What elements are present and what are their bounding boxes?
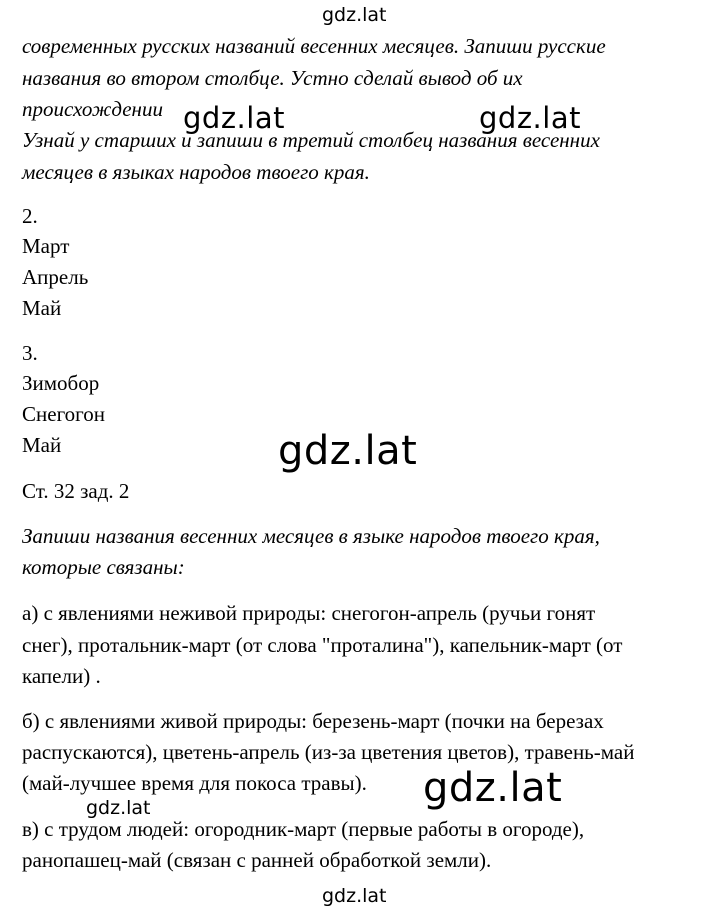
task-line: Запиши названия весенних месяцев в языке народов твоего края, [22,524,600,548]
watermark: gdz.lat [423,765,563,811]
watermark: gdz.lat [183,101,285,135]
answer-b-line: распускаются), цветень-апрель (из-за цветения цветов), травень-май [22,740,635,764]
intro-line: Узнай у старших и запиши в третий столбец названия весенних [22,128,600,152]
answer-a-line: а) с явлениями неживой природы: снегогон-апрель (ручьи гонят [22,601,596,625]
section-3-item: Май [22,433,62,457]
answer-c-line: в) с трудом людей: огородник-март (первые работы в огороде), [22,817,585,841]
watermark: gdz.lat [86,797,151,819]
answer-a-line: снег), протальник-март (от слова "проталина"), капельник-март (от [22,633,623,657]
section-3-item: Зимобор [22,371,100,395]
watermark: gdz.lat [278,428,418,474]
task-line: которые связаны: [22,555,185,579]
intro-line: месяцев в языках народов твоего края. [22,160,370,184]
answer-a-line: капели) . [22,664,101,688]
intro-line: современных русских названий весенних месяцев. Запиши русские [22,34,606,58]
answer-b-line: б) с явлениями живой природы: березень-март (почки на березах [22,709,604,733]
watermark: gdz.lat [322,4,387,26]
answer-b-line: (май-лучшее время для покоса травы). [22,771,367,795]
section-2-item: Март [22,234,70,258]
section-3-item: Снегогон [22,402,105,426]
watermark: gdz.lat [322,885,387,907]
watermark: gdz.lat [479,101,581,135]
intro-line: происхождении [22,97,163,121]
section-2-item: Апрель [22,265,89,289]
section-2-number: 2. [22,204,38,228]
intro-line: названия во втором столбце. Устно сделай вывод об их [22,66,523,90]
section-3-number: 3. [22,341,38,365]
section-2-item: Май [22,296,62,320]
answer-c-line: ранопашец-май (связан с ранней обработкой земли). [22,848,492,872]
page-reference: Ст. 32 зад. 2 [22,479,130,503]
